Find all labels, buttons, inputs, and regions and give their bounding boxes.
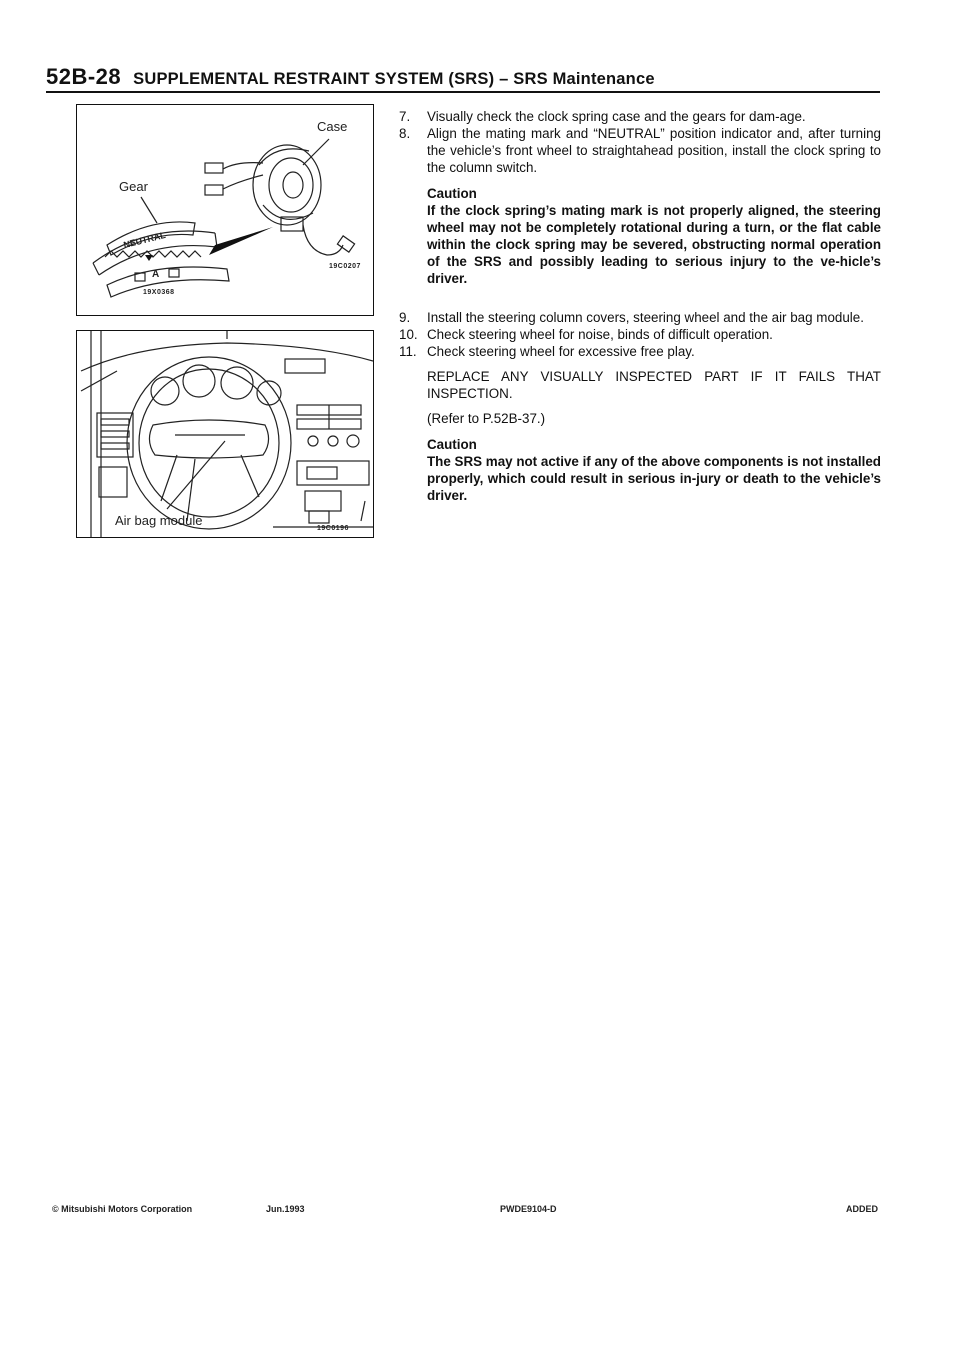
spacer (399, 287, 881, 309)
caution-body: If the clock spring’s mating mark is not properly aligned, the steering wheel may not be completely rotational during a turn, or the flat cable within the clock spring may be severed, obstructing normal operation of the SRS and possibly leading to serious injury to the ve-hicle’s driver. (427, 203, 881, 286)
footer-copyright: © Mitsubishi Motors Corporation (52, 1204, 193, 1214)
figure-code: 19C0196 (317, 525, 349, 532)
step-text: Align the mating mark and “NEUTRAL” position indicator and, after turning the vehicle’s front wheel to straightahead position, install the clock spring to the column switch. (427, 126, 881, 175)
page-header (46, 64, 880, 90)
figure-code-right: 19C0207 (329, 263, 361, 270)
section-title: SUPPLEMENTAL RESTRAINT SYSTEM (SRS) – SRS Maintenance (133, 70, 655, 88)
replace-note: REPLACE ANY VISUALLY INSPECTED PART IF IT FAILS THAT INSPECTION. (427, 369, 881, 401)
footer-date: Jun.1993 (266, 1204, 305, 1214)
case-label: Case (317, 119, 348, 134)
caution-title: Caution (427, 437, 477, 452)
gear-label: Gear (119, 179, 148, 194)
step-number: 7. (399, 109, 411, 124)
section-number: 52B-28 (46, 64, 122, 89)
step-8 (399, 125, 881, 176)
step-text: Check steering wheel for excessive free play. (427, 344, 695, 359)
steering-wheel-illustration (77, 331, 373, 537)
clock-spring-figure (76, 104, 374, 316)
step-number: 8. (399, 126, 411, 141)
caution-body: The SRS may not active if any of the above components is not installed properly, which could result in serious in-jury or death to the vehicle’s driver. (427, 454, 881, 503)
step-text: Visually check the clock spring case and the gears for dam-age. (427, 109, 806, 124)
step-10 (399, 326, 881, 343)
footer-status: ADDED (846, 1204, 879, 1214)
neutral-label: NEUTRAL (122, 229, 167, 251)
step-number: 10. (399, 327, 418, 342)
air-bag-module-label: Air bag module (115, 513, 203, 528)
air-bag-module-figure (76, 330, 374, 538)
figure-code-left: 19X0368 (143, 289, 175, 296)
step-text: Install the steering column covers, steering wheel and the air bag module. (427, 310, 864, 325)
step-number: 9. (399, 310, 411, 325)
step-text: Check steering wheel for noise, binds of difficult operation. (427, 327, 773, 342)
step-number: 11. (399, 344, 417, 359)
step-11 (399, 343, 881, 360)
caution-block (427, 185, 881, 287)
step-9 (399, 309, 881, 326)
caution-title: Caution (427, 186, 477, 201)
procedure-text (399, 108, 881, 504)
clock-spring-illustration (77, 105, 373, 315)
header-rule (46, 91, 880, 93)
mark-a-label: A (152, 269, 160, 280)
step-7 (399, 108, 881, 125)
refer-note: (Refer to P.52B-37.) (427, 411, 546, 426)
footer-doc-code: PWDE9104-D (500, 1204, 557, 1214)
